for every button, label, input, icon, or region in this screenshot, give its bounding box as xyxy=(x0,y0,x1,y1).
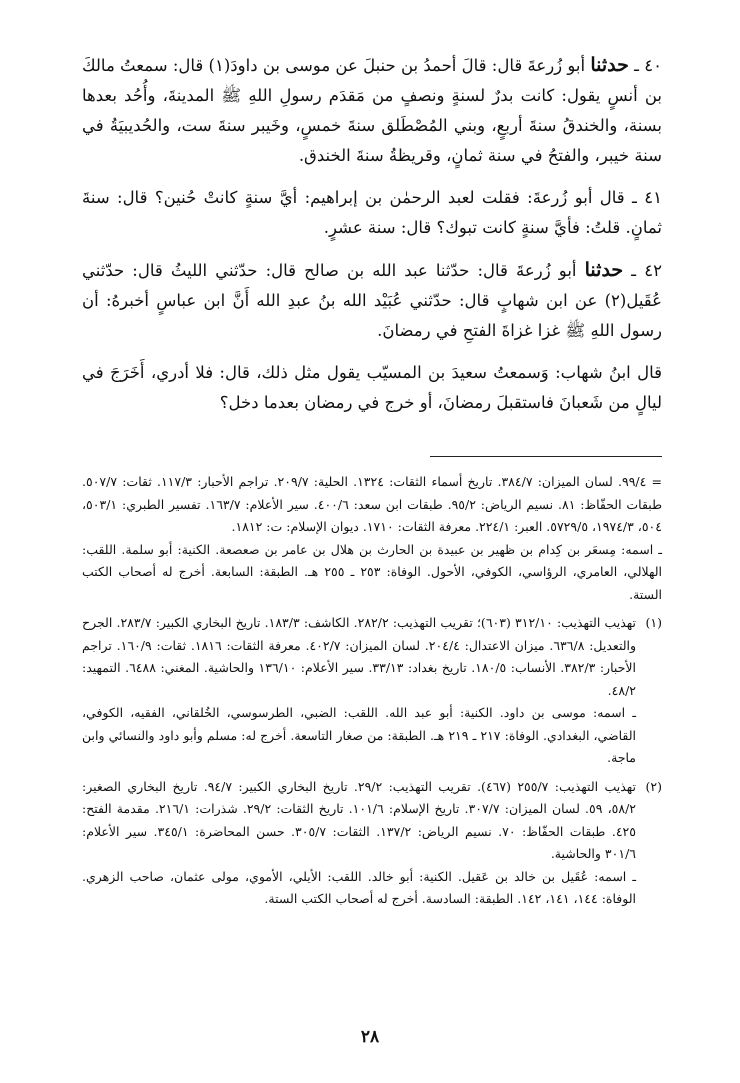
footnote-1 xyxy=(82,612,662,770)
footnote-continuation xyxy=(82,471,662,606)
hadith-text: أبو زُرعةَ قال: قالَ أحمدُ بن حنبلَ عن موسى بن داودَ(١) قال: سمعتُ مالكَ بن أنسٍ يقول: كانت بدرٌ لسنةٍ ونصفٍ من مَقدَم رسولِ اللهِ ﷺ المدينةَ، وأُحُد بعدها بسنة، والخندقُ سنةَ أربعٍ، وبني المُصْطَلق سنةَ خمسٍ، وخَيبر سنةَ ست، والحُديبيَةُ في سنة خيبر، والفتحُ في سنة ثمانٍ، وقريظةُ سنةَ الخندق. xyxy=(82,56,662,165)
footnote-label: (١) xyxy=(645,615,662,630)
footnote-biography: ـ اسمه: مِسعَر بن كِدام بن ظهير بن عبيدة بن الحارث بن هلال بن عامر بن صعصعة. الكنية: أبو سلمة. اللقب: الهلالي، العامري، الرؤاسي، الكوفي، الأحول. الوفاة: ٢٥٣ ـ ٢٥٥ هـ. الطبقة: السابعة. أخرج له أصحاب الكتب الستة. xyxy=(82,541,663,602)
hadith-40 xyxy=(82,50,662,171)
hadith-keyword: حدثنا xyxy=(590,54,629,76)
hadith-43: قال ابنُ شهاب: وَسمعتُ سعيدَ بن المسيّب يقول مثل ذلك، قال: فلا أدري، أَخَرَجَ في ليالٍ من شَعبانَ فاستقبلَ رمضانَ، أو خرج في رمضان بعدما دخل؟ xyxy=(82,363,662,412)
main-text xyxy=(82,50,662,418)
hadith-42 xyxy=(82,255,662,346)
footnote-2 xyxy=(82,776,662,911)
footnotes xyxy=(82,471,662,911)
footnote-biography: ـ اسمه: موسى بن داود. الكنية: أبو عبد الله. اللقب: الضبي، الطرسوسي، الخُلقاني، الفقيه، الكوفي، القاضي، البغدادي. الوفاة: ٢١٧ ـ ٢١٩ هـ. الطبقة: من صغار التاسعة. أخرج له: مسلم وأبو داود والنسائي وابن ماجة. xyxy=(82,705,636,765)
footnote-label: (٢) xyxy=(645,778,662,794)
page-number: ٢٨ xyxy=(360,1027,380,1047)
hadith-keyword: حدثنا xyxy=(584,259,624,281)
footnote-references: تهذيب التهذيب: ٣١٢/١٠ (٦٠٣)؛ تقريب التهذيب: ٢٨٢/٢. الكاشف: ١٨٣/٣. تاريخ البخاري الكبير: ٢٨٣/٧. الجرح والتعديل: ٦٣٦/٨. ميزان الاعتدال: ٢٠٤/٤. لسان الميزان: ٤٠٢/٧. معرفة الثقات: ١٨١٦. ثقات: ١٦٠/٩. تراجم الأحبار: ٣٨٢/٣. الأنساب: ١٨٠/٥. تاريخ بغداد: ٣٣/١٣. سير الأعلام: ١٣٦/١٠ والحاشية. المغني: ٦٤٨٨. التمهيد: ٤٨/٢. xyxy=(82,615,637,698)
hadith-number: ٤٠ ـ xyxy=(634,56,662,75)
footnote-biography: ـ اسمه: عُقَيل بن خالد بن عَقيل. الكنية: أبو خالد. اللقب: الأيلي، الأموي، مولى عثمان، صاحب الزهري. الوفاة: ١٤٤، ١٤١، ١٤٢. الطبقة: السادسة. أخرج له أصحاب الكتب الستة. xyxy=(82,868,636,906)
footnote-references: = ٩٩/٤. لسان الميزان: ٣٨٤/٧. تاريخ أسماء الثقات: ١٣٢٤. الحلية: ٢٠٩/٧. تراجم الأحبار: ١١٧/٣. ثقات: ٥٠٧/٧. طبقات الحفّاظ: ٨١. نسيم الرياض: ٩٥/٢. طبقات ابن سعد: ٤٠٠/٦. سير الأعلام: ١٦٣/٧. تفسير الطبري: ٥٠٣/١، ٥٠٤، ١٩٧٤/٣، ٥٧٢٩/٥. العبر: ٢٢٤/١. معرفة الثقات: ١٧١٠. ديوان الإسلام: ت: ١٨١٢. xyxy=(82,474,663,534)
hadith-number: ٤٢ ـ xyxy=(631,261,662,280)
footnote-divider xyxy=(430,456,662,457)
hadith-text: أبو زُرعةَ قال: حدّثنا عبد الله بن صالح قال: حدّثني الليثُ قال: حدّثني عُقَيل(٢) عن ابن شهابٍ قال: حدّثني عُبَيْد الله بنُ عبدِ الله أَنَّ ابن عباسٍ أخبرهُ: أن رسول اللهِ ﷺ غزا غزاةَ الفتحِ في رمضانَ. xyxy=(82,261,662,340)
hadith-41: ٤١ ـ قال أبو زُرعةَ: فقلت لعبد الرحمٰن بن إبراهيم: أيَّ سنةٍ كانتْ حُنين؟ قال: سنةَ ثمانٍ. قلتُ: فأيَّ سنةٍ كانت تبوك؟ قال: سنة عشرٍ. xyxy=(82,188,662,237)
footnote-references: تهذيب التهذيب: ٢٥٥/٧ (٤٦٧). تقريب التهذيب: ٢٩/٢. تاريخ البخاري الكبير: ٩٤/٧. تاريخ البخاري الصغير: ٥٨/٢، ٥٩. لسان الميزان: ٣٠٧/٧. تاريخ الإسلام: ١٠١/٦. تاريخ الثقات: ٢٩/٢. شذرات: ٢١٦/١. مقدمة الفتح: ٤٢٥. طبقات الحفّاظ: ٧٠. نسيم الرياض: ١٣٧/٢. الثقات: ٣٠٥/٧. حسن المحاضرة: ٣٤٥/١. سير الأعلام: ٣٠١/٦ والحاشية. xyxy=(82,778,636,861)
